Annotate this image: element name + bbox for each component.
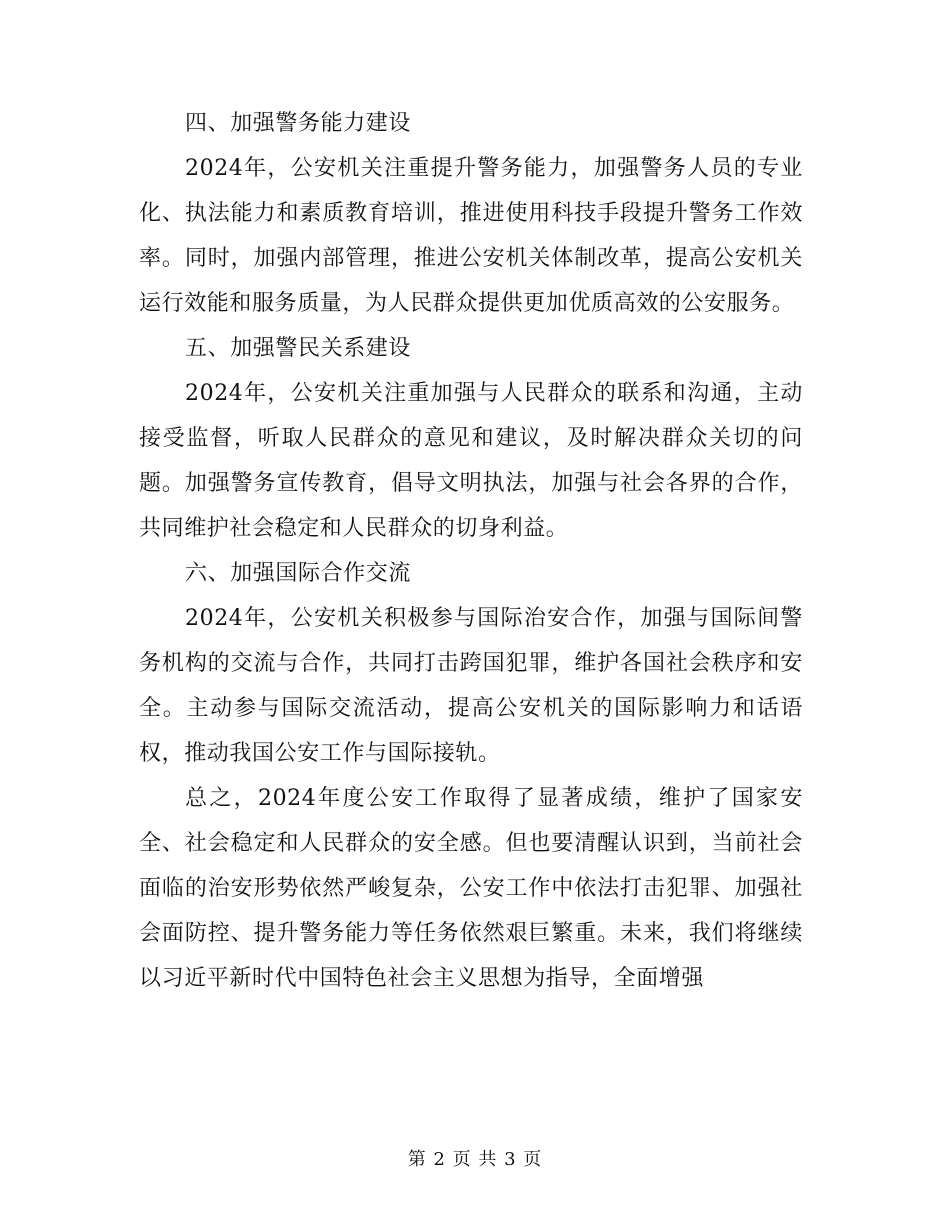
paragraph-international-cooperation: 2024年，公安机关积极参与国际治安合作，加强与国际间警务机构的交流与合作，共同打击跨国犯罪，维护各国社会秩序和安全。主动参与国际交流活动，提高公安机关的国际影响力和话语权，推动我国公安工作与国际接轨。 bbox=[139, 606, 803, 766]
section-heading-4: 四、加强警务能力建设 bbox=[185, 111, 412, 136]
section-heading-6: 六、加强国际合作交流 bbox=[185, 561, 412, 586]
page-number-footer: 第 2 页 共 3 页 bbox=[407, 1149, 543, 1170]
page-body bbox=[139, 101, 803, 1001]
section-heading-5: 五、加强警民关系建设 bbox=[185, 336, 412, 361]
paragraph-police-community: 2024年，公安机关注重加强与人民群众的联系和沟通，主动接受监督，听取人民群众的意见和建议，及时解决群众关切的问题。加强警务宣传教育，倡导文明执法，加强与社会各界的合作，共同维护社会稳定和人民群众的切身利益。 bbox=[139, 381, 803, 541]
paragraph-police-capability: 2024年，公安机关注重提升警务能力，加强警务人员的专业化、执法能力和素质教育培训，推进使用科技手段提升警务工作效率。同时，加强内部管理，推进公安机关体制改革，提高公安机关运行效能和服务质量，为人民群众提供更加优质高效的公安服务。 bbox=[139, 156, 803, 316]
paragraph-summary: 总之，2024年度公安工作取得了显著成绩，维护了国家安全、社会稳定和人民群众的安全感。但也要清醒认识到，当前社会面临的治安形势依然严峻复杂，公安工作中依法打击犯罪、加强社会面防控、提升警务能力等任务依然艰巨繁重。未来，我们将继续以习近平新时代中国特色社会主义思想为指导，全面增强 bbox=[139, 786, 803, 991]
